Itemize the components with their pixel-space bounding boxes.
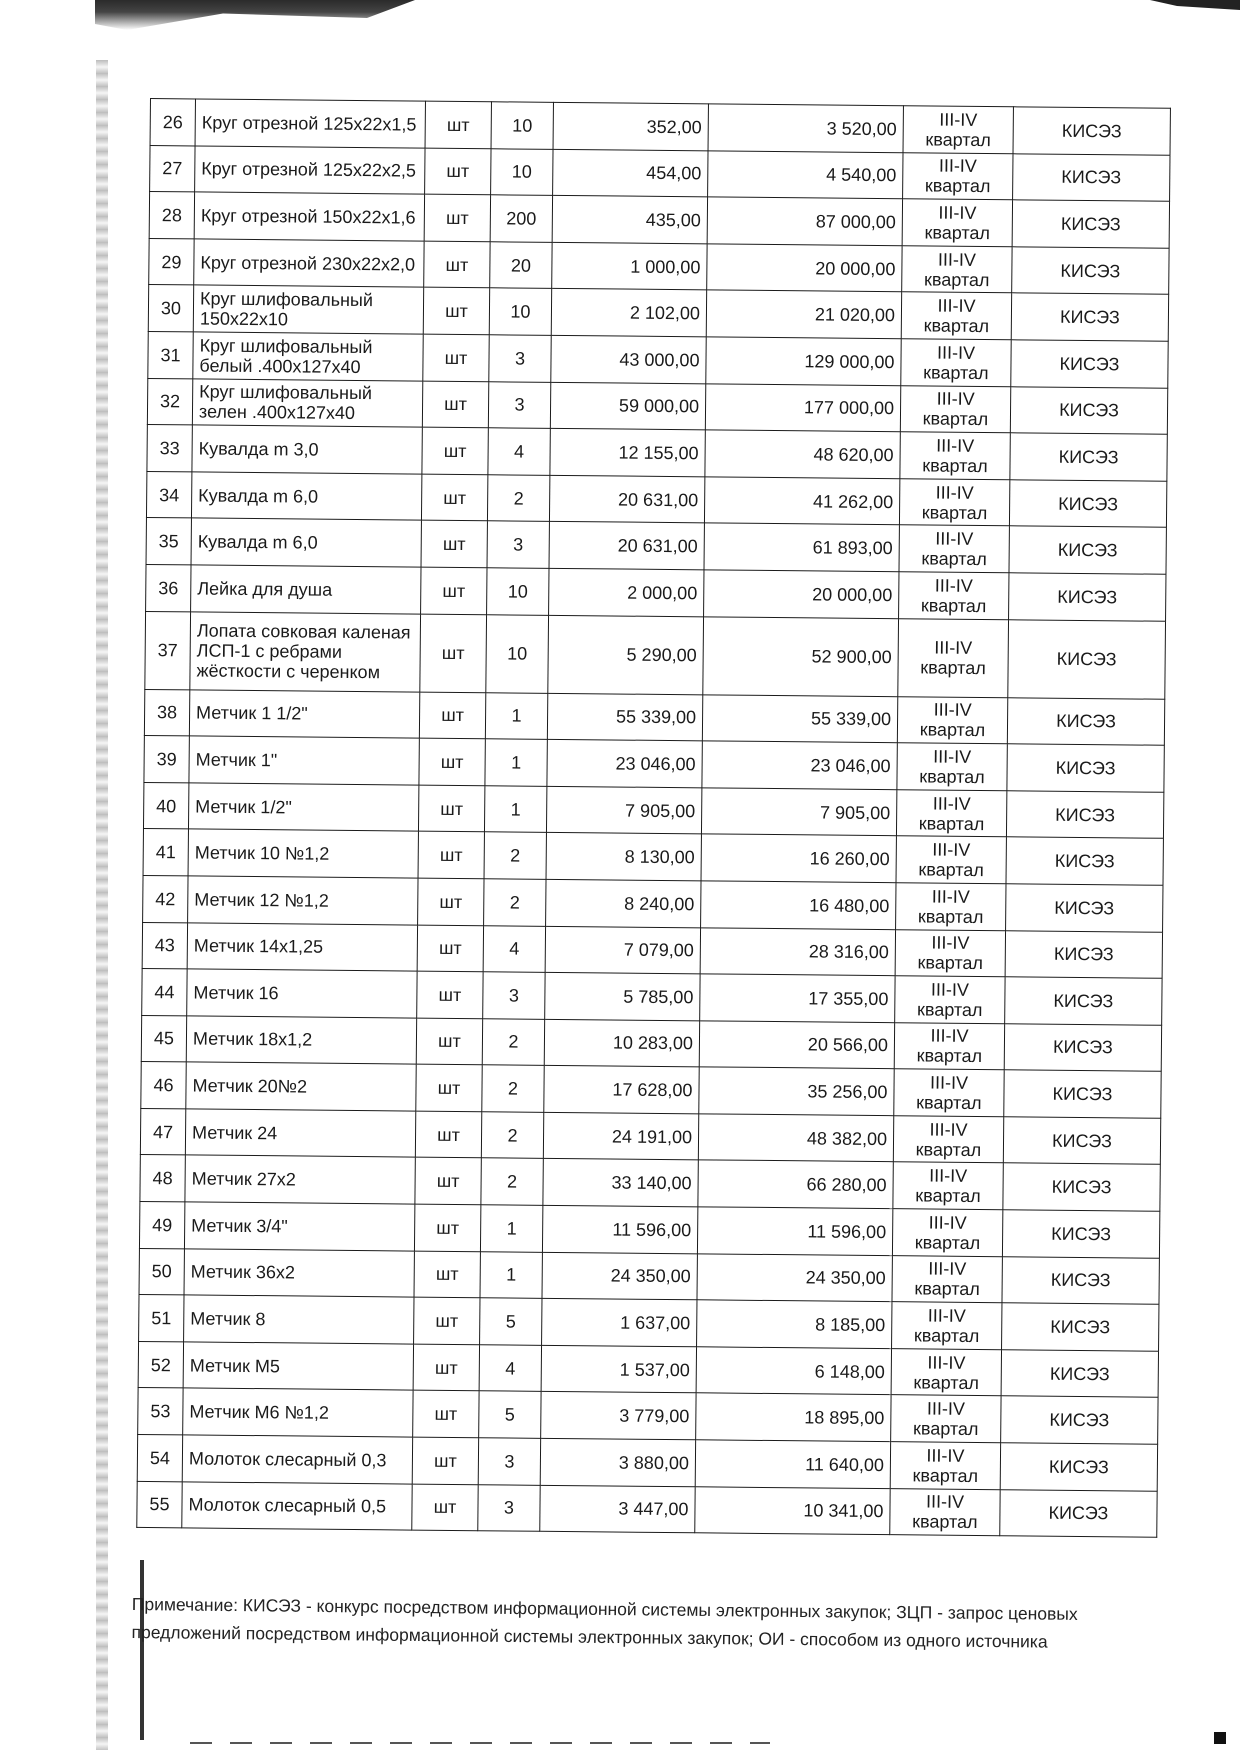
total-cell: 48 620,00 <box>705 430 900 478</box>
unit-cell: шт <box>414 1251 480 1298</box>
scan-artifact-top <box>95 0 415 30</box>
item-name: Круг отрезной 230x22x2,0 <box>194 239 424 288</box>
row-number: 29 <box>149 238 194 285</box>
quantity-cell: 3 <box>488 381 550 428</box>
quantity-cell: 1 <box>480 1205 542 1252</box>
quantity-cell: 1 <box>484 785 546 832</box>
unit-cell: шт <box>413 1391 479 1438</box>
unit-price-cell: 55 339,00 <box>547 693 702 741</box>
unit-price-cell: 43 000,00 <box>551 335 706 383</box>
period-cell: III-IV квартал <box>899 478 1009 526</box>
unit-cell: шт <box>418 785 484 832</box>
item-name: Метчик 24 <box>185 1109 415 1158</box>
unit-cell: шт <box>420 614 487 693</box>
unit-price-cell: 17 628,00 <box>544 1066 699 1114</box>
quantity-cell: 10 <box>487 568 549 615</box>
row-number: 46 <box>141 1062 186 1109</box>
item-name: Метчик 20№2 <box>186 1062 416 1111</box>
unit-cell: шт <box>422 381 488 428</box>
quantity-cell: 2 <box>482 1065 544 1112</box>
total-cell: 35 256,00 <box>699 1067 894 1115</box>
quantity-cell: 2 <box>481 1158 543 1205</box>
row-number: 31 <box>148 331 193 378</box>
total-cell: 20 000,00 <box>704 570 899 618</box>
period-cell: III-IV квартал <box>891 1395 1001 1443</box>
unit-price-cell: 7 905,00 <box>546 786 701 834</box>
scan-artifact-square <box>1214 1732 1226 1744</box>
item-name: Метчик 10 №1,2 <box>188 829 418 878</box>
unit-cell: шт <box>423 288 489 335</box>
item-name: Метчик 1 1/2" <box>189 689 419 738</box>
quantity-cell: 10 <box>491 148 553 195</box>
total-cell: 10 341,00 <box>695 1486 890 1534</box>
total-cell: 28 316,00 <box>700 927 895 975</box>
quantity-cell: 4 <box>479 1345 541 1392</box>
unit-price-cell: 20 631,00 <box>549 522 704 570</box>
item-name: Кувалда m 3,0 <box>192 425 422 474</box>
row-number: 45 <box>141 1015 186 1062</box>
quantity-cell: 5 <box>480 1298 542 1345</box>
item-name: Лейка для душа <box>191 565 421 614</box>
period-cell: III-IV квартал <box>892 1302 1002 1350</box>
period-cell: III-IV квартал <box>897 743 1007 791</box>
unit-price-cell: 10 283,00 <box>544 1019 699 1067</box>
method-cell: КИСЭЗ <box>1004 1023 1161 1071</box>
row-number: 32 <box>147 378 192 425</box>
method-cell: КИСЭЗ <box>1007 697 1164 745</box>
method-cell: КИСЭЗ <box>1009 526 1166 574</box>
period-cell: III-IV квартал <box>891 1349 1001 1397</box>
unit-price-cell: 8 240,00 <box>546 879 701 927</box>
row-number: 34 <box>146 471 191 518</box>
quantity-cell: 3 <box>483 972 545 1019</box>
unit-price-cell: 5 290,00 <box>548 615 704 694</box>
total-cell: 21 020,00 <box>706 290 901 338</box>
period-cell: III-IV квартал <box>895 929 1005 977</box>
row-number: 42 <box>143 875 188 922</box>
method-cell: КИСЭЗ <box>1009 573 1166 621</box>
period-cell: III-IV квартал <box>896 789 1006 837</box>
unit-price-cell: 435,00 <box>552 196 707 244</box>
period-cell: III-IV квартал <box>903 106 1013 154</box>
row-number: 55 <box>137 1481 182 1528</box>
item-name: Молоток слесарный 0,5 <box>182 1481 412 1530</box>
item-name: Метчик 8 <box>184 1295 414 1344</box>
quantity-cell: 10 <box>486 614 549 693</box>
item-name: Метчик 14x1,25 <box>187 922 417 971</box>
unit-price-cell: 352,00 <box>553 102 708 150</box>
total-cell: 16 260,00 <box>701 834 896 882</box>
item-name: Круг шлифовальный белый .400x127x40 <box>193 332 423 381</box>
period-cell: III-IV квартал <box>893 1116 1003 1164</box>
items-table <box>136 98 1171 1538</box>
method-cell: КИСЭЗ <box>1008 619 1166 699</box>
item-name: Метчик 12 №1,2 <box>188 876 418 925</box>
total-cell: 87 000,00 <box>707 197 902 245</box>
period-cell: III-IV квартал <box>897 696 1007 744</box>
period-cell: III-IV квартал <box>892 1209 1002 1257</box>
row-number: 54 <box>137 1434 182 1481</box>
row-number: 28 <box>149 192 194 239</box>
unit-cell: шт <box>425 148 491 195</box>
method-cell: КИСЭЗ <box>1001 1350 1158 1398</box>
method-cell: КИСЭЗ <box>1006 837 1163 885</box>
row-number: 51 <box>139 1295 184 1342</box>
quantity-cell: 10 <box>491 102 553 149</box>
row-number: 50 <box>139 1248 184 1295</box>
total-cell: 55 339,00 <box>702 694 897 742</box>
table-row <box>137 1481 1157 1537</box>
method-cell: КИСЭЗ <box>1011 293 1168 341</box>
period-cell: III-IV квартал <box>894 1069 1004 1117</box>
total-cell: 20 566,00 <box>699 1021 894 1069</box>
period-cell: III-IV квартал <box>901 292 1011 340</box>
unit-price-cell: 8 130,00 <box>546 833 701 881</box>
row-number: 53 <box>138 1388 183 1435</box>
unit-price-cell: 1 637,00 <box>542 1299 697 1347</box>
method-cell: КИСЭЗ <box>1013 107 1170 155</box>
period-cell: III-IV квартал <box>900 432 1010 480</box>
unit-price-cell: 59 000,00 <box>550 382 705 430</box>
item-name: Молоток слесарный 0,3 <box>182 1435 412 1484</box>
quantity-cell: 20 <box>490 242 552 289</box>
row-number: 37 <box>145 611 191 689</box>
total-cell: 17 355,00 <box>700 974 895 1022</box>
period-cell: III-IV квартал <box>902 199 1012 247</box>
unit-cell: шт <box>417 971 483 1018</box>
row-number: 44 <box>142 969 187 1016</box>
item-name: Метчик 36x2 <box>184 1249 414 1298</box>
quantity-cell: 2 <box>482 1018 544 1065</box>
method-cell: КИСЭЗ <box>1002 1256 1159 1304</box>
unit-cell: шт <box>421 520 487 567</box>
items-table-body <box>137 99 1171 1538</box>
method-cell: КИСЭЗ <box>1010 433 1167 481</box>
row-number: 49 <box>139 1202 184 1249</box>
quantity-cell: 5 <box>479 1391 541 1438</box>
unit-cell: шт <box>417 925 483 972</box>
method-cell: КИСЭЗ <box>1006 790 1163 838</box>
period-cell: III-IV квартал <box>898 618 1009 697</box>
period-cell: III-IV квартал <box>892 1255 1002 1303</box>
period-cell: III-IV квартал <box>896 836 1006 884</box>
quantity-cell: 2 <box>481 1112 543 1159</box>
unit-price-cell: 11 596,00 <box>542 1205 697 1253</box>
unit-price-cell: 7 079,00 <box>545 926 700 974</box>
unit-price-cell: 1 000,00 <box>552 242 707 290</box>
unit-cell: шт <box>423 334 489 381</box>
unit-cell: шт <box>415 1158 481 1205</box>
row-number: 38 <box>144 689 189 736</box>
total-cell: 66 280,00 <box>698 1160 893 1208</box>
method-cell: КИСЭЗ <box>1005 977 1162 1025</box>
total-cell: 4 540,00 <box>708 150 903 198</box>
total-cell: 16 480,00 <box>701 881 896 929</box>
unit-price-cell: 2 000,00 <box>549 568 704 616</box>
total-cell: 52 900,00 <box>703 616 899 696</box>
unit-price-cell: 3 779,00 <box>541 1392 696 1440</box>
table-row <box>145 611 1166 699</box>
unit-price-cell: 24 191,00 <box>543 1112 698 1160</box>
row-number: 52 <box>138 1341 183 1388</box>
row-number: 36 <box>146 564 191 611</box>
unit-price-cell: 20 631,00 <box>549 475 704 523</box>
unit-cell: шт <box>412 1484 478 1531</box>
unit-price-cell: 3 880,00 <box>540 1438 695 1486</box>
period-cell: III-IV квартал <box>900 385 1010 433</box>
item-name: Круг отрезной 125x22x1,5 <box>195 99 425 148</box>
method-cell: КИСЭЗ <box>1002 1210 1159 1258</box>
quantity-cell: 3 <box>487 521 549 568</box>
row-number: 43 <box>142 922 187 969</box>
unit-cell: шт <box>421 474 487 521</box>
item-name: Лопата совковая каленая ЛСП-1 с ребрами жёсткости с черенком <box>190 611 421 691</box>
total-cell: 20 000,00 <box>707 244 902 292</box>
total-cell: 41 262,00 <box>704 477 899 525</box>
method-cell: КИСЭЗ <box>1004 1070 1161 1118</box>
unit-cell: шт <box>419 692 485 739</box>
unit-cell: шт <box>415 1111 481 1158</box>
period-cell: III-IV квартал <box>890 1488 1000 1536</box>
row-number: 48 <box>140 1155 185 1202</box>
total-cell: 11 640,00 <box>695 1440 890 1488</box>
period-cell: III-IV квартал <box>899 525 1009 573</box>
quantity-cell: 3 <box>489 335 551 382</box>
unit-cell: шт <box>418 878 484 925</box>
method-cell: КИСЭЗ <box>1000 1443 1157 1491</box>
method-cell: КИСЭЗ <box>1009 480 1166 528</box>
method-cell: КИСЭЗ <box>1001 1396 1158 1444</box>
period-cell: III-IV квартал <box>902 246 1012 294</box>
unit-price-cell: 454,00 <box>553 149 708 197</box>
unit-price-cell: 33 140,00 <box>543 1159 698 1207</box>
unit-cell: шт <box>416 1064 482 1111</box>
row-number: 47 <box>140 1108 185 1155</box>
unit-price-cell: 23 046,00 <box>547 739 702 787</box>
unit-price-cell: 5 785,00 <box>545 972 700 1020</box>
row-number: 33 <box>147 425 192 472</box>
unit-price-cell: 12 155,00 <box>550 429 705 477</box>
method-cell: КИСЭЗ <box>1012 247 1169 295</box>
item-name: Круг шлифовальный зелен .400x127x40 <box>192 378 422 427</box>
item-name: Метчик М6 №1,2 <box>183 1388 413 1437</box>
item-name: Метчик М5 <box>183 1342 413 1391</box>
period-cell: III-IV квартал <box>899 572 1009 620</box>
document-sheet <box>136 98 1170 1538</box>
method-cell: КИСЭЗ <box>1003 1117 1160 1165</box>
total-cell: 23 046,00 <box>702 741 897 789</box>
period-cell: III-IV квартал <box>893 1162 1003 1210</box>
row-number: 30 <box>148 285 193 332</box>
item-name: Кувалда m 6,0 <box>191 518 421 567</box>
row-number: 40 <box>143 782 188 829</box>
period-cell: III-IV квартал <box>895 976 1005 1024</box>
total-cell: 61 893,00 <box>704 523 899 571</box>
scan-edge-left-line <box>140 1560 144 1740</box>
item-name: Круг отрезной 150x22x1,6 <box>194 192 424 241</box>
period-cell: III-IV квартал <box>890 1442 1000 1490</box>
quantity-cell: 4 <box>488 428 550 475</box>
unit-cell: шт <box>419 738 485 785</box>
unit-cell: шт <box>414 1204 480 1251</box>
quantity-cell: 1 <box>480 1251 542 1298</box>
item-name: Метчик 3/4" <box>184 1202 414 1251</box>
row-number: 35 <box>146 518 191 565</box>
quantity-cell: 2 <box>484 832 546 879</box>
method-cell: КИСЭЗ <box>1006 884 1163 932</box>
item-name: Метчик 16 <box>187 969 417 1018</box>
method-cell: КИСЭЗ <box>1000 1489 1157 1537</box>
quantity-cell: 2 <box>484 879 546 926</box>
unit-cell: шт <box>425 101 491 148</box>
row-number: 27 <box>150 145 195 192</box>
unit-price-cell: 1 537,00 <box>541 1345 696 1393</box>
unit-cell: шт <box>421 567 487 614</box>
period-cell: III-IV квартал <box>896 883 1006 931</box>
total-cell: 11 596,00 <box>697 1207 892 1255</box>
unit-cell: шт <box>418 831 484 878</box>
total-cell: 8 185,00 <box>697 1300 892 1348</box>
total-cell: 18 895,00 <box>696 1393 891 1441</box>
row-number: 26 <box>150 99 195 146</box>
unit-cell: шт <box>412 1437 478 1484</box>
item-name: Метчик 18x1,2 <box>186 1016 416 1065</box>
quantity-cell: 3 <box>478 1438 540 1485</box>
total-cell: 177 000,00 <box>705 383 900 431</box>
unit-cell: шт <box>416 1018 482 1065</box>
row-number: 39 <box>144 736 189 783</box>
method-cell: КИСЭЗ <box>1007 744 1164 792</box>
quantity-cell: 2 <box>487 475 549 522</box>
method-cell: КИСЭЗ <box>1003 1163 1160 1211</box>
unit-price-cell: 3 447,00 <box>540 1485 695 1533</box>
period-cell: III-IV квартал <box>894 1022 1004 1070</box>
scan-artifact-bottom <box>190 1742 770 1744</box>
quantity-cell: 4 <box>483 925 545 972</box>
unit-cell: шт <box>414 1297 480 1344</box>
unit-cell: шт <box>424 194 490 241</box>
item-name: Круг шлифовальный 150x22x10 <box>193 285 423 334</box>
item-name: Круг отрезной 125x22x2,5 <box>195 146 425 195</box>
method-cell: КИСЭЗ <box>1013 153 1170 201</box>
footnote: Примечание: КИСЭЗ - конкурс посредством информационной системы электронных закупок; ЗЦП - запрос ценовых предложений посредством информационной системы электронных закупок; ОИ - способом из одного источника <box>131 1593 1078 1652</box>
total-cell: 7 905,00 <box>701 788 896 836</box>
total-cell: 6 148,00 <box>696 1347 891 1395</box>
quantity-cell: 10 <box>489 288 551 335</box>
quantity-cell: 200 <box>490 195 552 242</box>
quantity-cell: 1 <box>485 692 547 739</box>
method-cell: КИСЭЗ <box>1010 386 1167 434</box>
unit-cell: шт <box>424 241 490 288</box>
period-cell: III-IV квартал <box>901 339 1011 387</box>
unit-price-cell: 2 102,00 <box>551 289 706 337</box>
item-name: Метчик 1" <box>189 736 419 785</box>
total-cell: 129 000,00 <box>706 337 901 385</box>
quantity-cell: 1 <box>485 739 547 786</box>
unit-price-cell: 24 350,00 <box>542 1252 697 1300</box>
method-cell: КИСЭЗ <box>1011 340 1168 388</box>
period-cell: III-IV квартал <box>903 152 1013 200</box>
item-name: Кувалда m 6,0 <box>191 472 421 521</box>
total-cell: 3 520,00 <box>708 104 903 152</box>
unit-cell: шт <box>413 1344 479 1391</box>
quantity-cell: 3 <box>478 1484 540 1531</box>
scan-artifact-corner <box>1150 0 1240 10</box>
unit-cell: шт <box>422 427 488 474</box>
total-cell: 24 350,00 <box>697 1253 892 1301</box>
scan-edge-left <box>96 60 108 1750</box>
item-name: Метчик 1/2" <box>188 783 418 832</box>
row-number: 41 <box>143 829 188 876</box>
item-name: Метчик 27x2 <box>185 1155 415 1204</box>
method-cell: КИСЭЗ <box>1005 930 1162 978</box>
method-cell: КИСЭЗ <box>1002 1303 1159 1351</box>
total-cell: 48 382,00 <box>698 1114 893 1162</box>
method-cell: КИСЭЗ <box>1012 200 1169 248</box>
